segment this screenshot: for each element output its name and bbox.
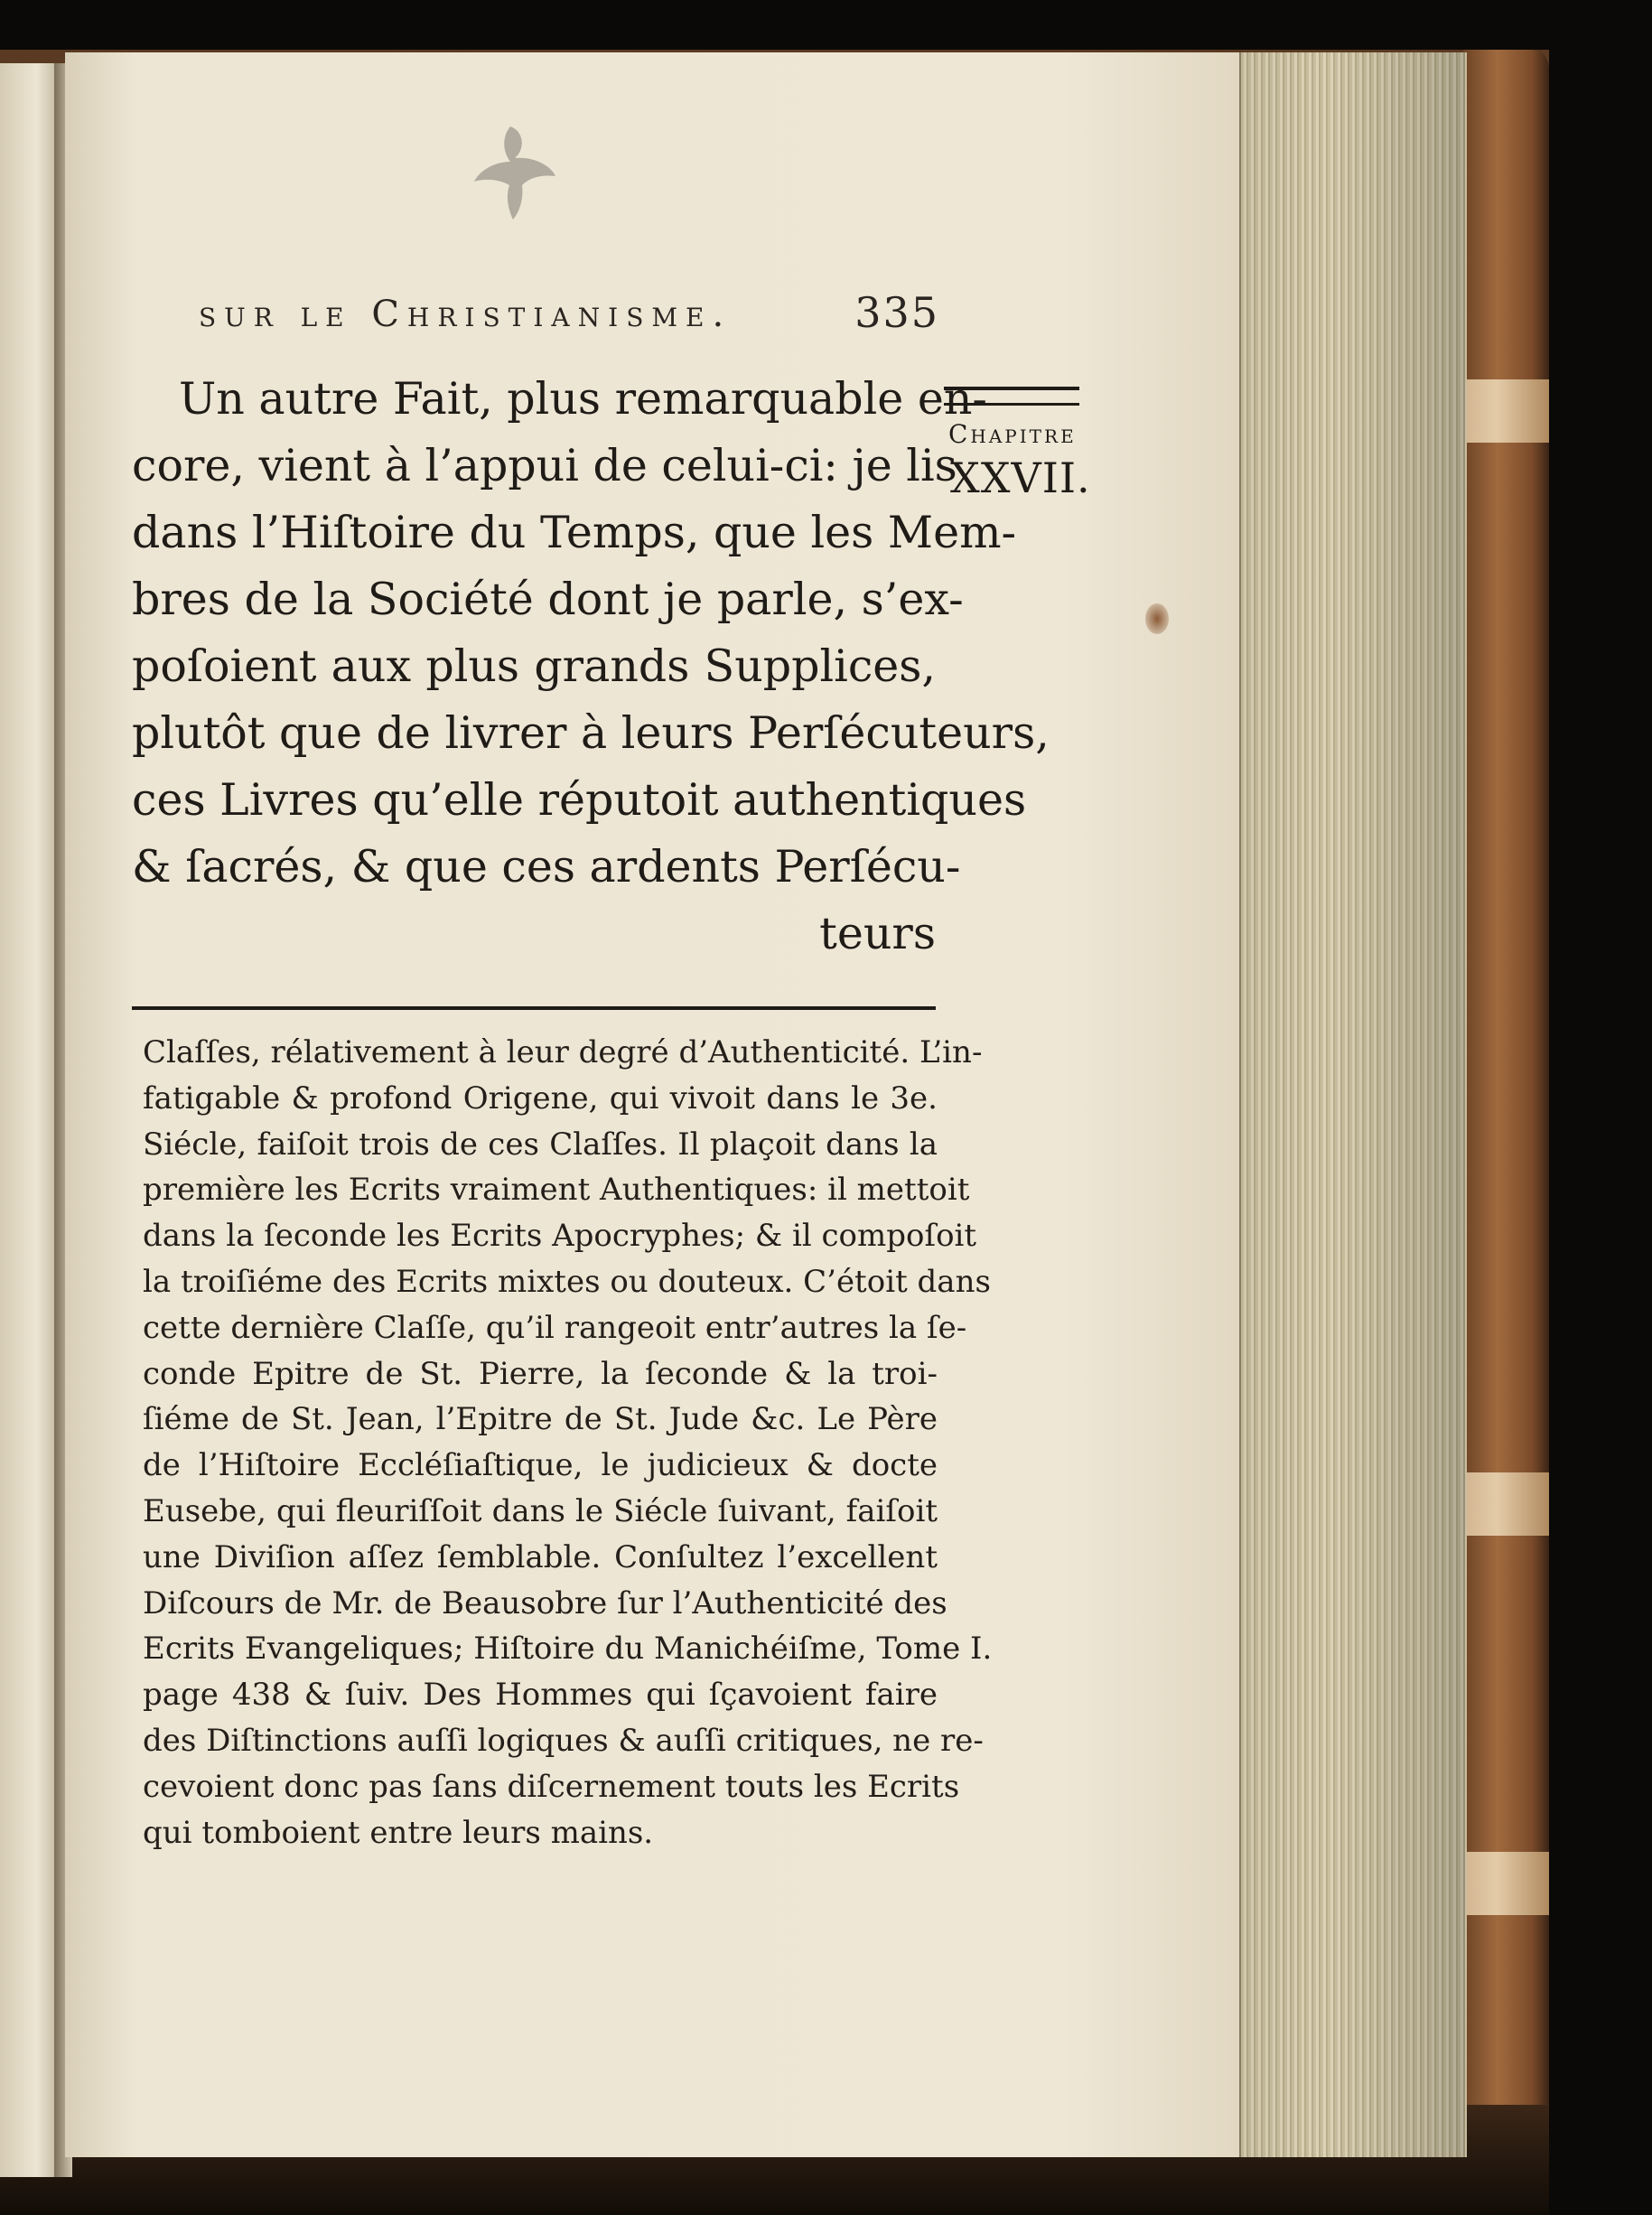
footnote-line: de l’Hiſtoire Eccléſiaſtique, le judicieux & docte <box>143 1447 938 1484</box>
chapter-number: XXVII. <box>950 453 1091 502</box>
text-line: poſoient aux plus grands Supplices, <box>132 640 936 692</box>
text-line: bres de la Société dont je parle, s’ex- <box>132 574 964 625</box>
chapter-label: Chapitre <box>948 419 1077 449</box>
footnote-line: dans la ſeconde les Ecrits Apocryphes; & il compoſoit <box>143 1218 977 1255</box>
footnote-line: page 438 & ſuiv. Des Hommes qui ſçavoient faire <box>143 1677 938 1714</box>
footnote-line: une Diviſion aſſez ſemblable. Conſultez l’excellent <box>143 1538 938 1575</box>
footnote-line: Diſcours de Mr. de Beausobre ſur l’Authenticité des <box>143 1584 947 1622</box>
footnote-line: Claſſes, rélativement à leur degré d’Authenticité. L’in- <box>143 1034 983 1070</box>
fore-edge-shade <box>1239 52 1465 2157</box>
running-head <box>199 288 939 348</box>
footnote-line: fatigable & profond Origene, qui vivoit dans le 3e. <box>143 1079 938 1117</box>
footnote-line: conde Epitre de St. Pierre, la ſeconde & la troi- <box>143 1355 938 1392</box>
printer-ornament-icon <box>470 122 560 221</box>
footnote-line: Eusebe, qui fleuriſſoit dans le Siécle ſuivant, faiſoit <box>143 1492 938 1529</box>
footnote-rule <box>132 1006 936 1015</box>
text-line: Un autre Fait, plus remarquable en- <box>179 373 987 425</box>
text-line: core, vient à l’appui de celui-ci: je lis <box>132 440 957 491</box>
facing-page-edge <box>0 63 61 2177</box>
running-head-title: sur le Christianisme. <box>199 294 733 335</box>
text-line: & ſacrés, & que ces ardents Perſécu- <box>132 841 961 893</box>
footnote-line: Ecrits Evangeliques; Hiſtoire du Manichéiſme, Tome I. <box>143 1631 993 1668</box>
text-line: ces Livres qu’elle réputoit authentiques <box>132 774 1027 826</box>
text-line: plutôt que de livrer à leurs Perſécuteurs, <box>132 707 1050 759</box>
footnote-line: des Diſtinctions auſſi logiques & auſſi critiques, ne re- <box>143 1722 984 1759</box>
footnote-line: première les Ecrits vraiment Authentiques: il mettoit <box>143 1172 970 1209</box>
paper-stain <box>1145 603 1169 634</box>
book-spine <box>1463 50 1549 2164</box>
footnote-line: Siécle, faiſoit trois de ces Claſſes. Il plaçoit dans la <box>143 1126 938 1163</box>
footnote-line: cette dernière Claſſe, qu’il rangeoit entr’autres la ſe- <box>143 1309 967 1346</box>
text-line: dans l’Hiſtoire du Temps, que les Mem- <box>132 507 1017 558</box>
page-number: 335 <box>854 288 939 337</box>
footnote <box>143 1030 993 1855</box>
footnote-line: la troiſiéme des Ecrits mixtes ou douteux. C’étoit dans <box>143 1263 991 1300</box>
catchword: teurs <box>819 908 936 959</box>
footnote-line: qui tomboient entre leurs mains. <box>143 1814 654 1851</box>
footnote-line: ſiéme de St. Jean, l’Epitre de St. Jude &c. Le Père <box>143 1401 938 1438</box>
footnote-line: cevoient donc pas ſans diſcernement touts les Ecrits <box>143 1768 960 1805</box>
